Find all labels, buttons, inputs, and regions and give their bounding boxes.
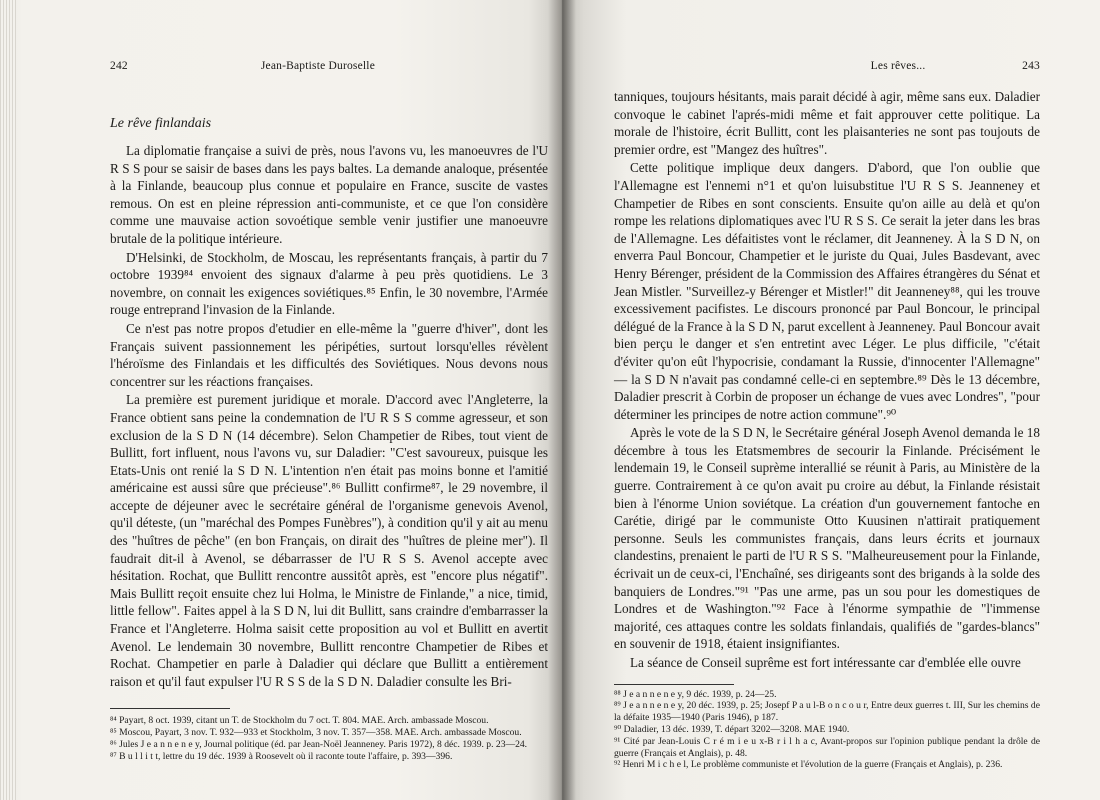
footnotes-left <box>110 715 548 762</box>
footnote: ⁸⁷ B u l l i t t, lettre du 19 déc. 1939 à Roosevelt où il raconte toute l'affaire, p. 393—396. <box>110 750 453 762</box>
footnote: ⁸⁴ Payart, 8 oct. 1939, citant un T. de Stockholm du 7 oct. T. 804. MAE. Arch. ambassade Moscou. <box>110 715 489 727</box>
body-text-right <box>614 88 1040 672</box>
running-head-title: Les rêves... <box>870 60 926 72</box>
paragraph: La séance de Conseil suprême est fort intéressante car d'emblée elle ouvre <box>630 655 1021 670</box>
paragraph: D'Helsinki, de Stockholm, de Moscau, les représentants français, à partir du 7 octobre 1939⁸⁴ envoient des signaux d'alarme à peu près quotidiens. Le 3 novembre, on connait les exigences soviétiques.⁸⁵ Enfin, le 30 novembre, l'Armée rouge entreprand l'invasion de la Finlande. <box>110 249 548 318</box>
footnote: ⁸⁹ J e a n n e n e y, 20 déc. 1939, p. 25; Josepf P a u l-B o n c o u r, Entre deux guerres t. III, Sur les chemins de la défaite 1935—1940 (Paris 1946), p 187. <box>614 700 1040 724</box>
footnote: ⁸⁸ J e a n n e n e y, 9 déc. 1939, p. 24—25. <box>614 688 777 700</box>
footnote: ⁸⁵ Moscou, Payart, 3 nov. T. 932—933 et Stockholm, 3 nov. T. 357—358. MAE. Arch. ambassade Moscou. <box>110 727 522 739</box>
paragraph: La diplomatie française a suivi de près, nous l'avons vu, les manoeuvres de l'U R S S pour se saisir de bases dans les pays baltes. La demande analoque, présentée à la Finlande, beaucoup plus connue et populaire en France, suscite de vastes remous. On est en pleine répression anti-communiste, et ce que l'on considère comme une mauvaise action sovoétique semble venir justifier une manoeuvre brutale de la politique intérieure. <box>110 143 548 246</box>
footnote: ⁹⁰ Daladier, 13 déc. 1939, T. départ 3202—3208. MAE 1940. <box>614 723 850 735</box>
running-head-left <box>110 60 548 72</box>
paragraph: La première est purement juridique et morale. D'accord avec l'Angleterre, la France obtient sans peine la condemnation de l'U R S S comme agresseur, et son exclusion de la S D N (14 décembre). Selon Champetier de Ribes, tout vient de Bullitt, fort influent, nous l'avons vu, sur Daladier: "C'est savoureux, puisque les Etats-Unis ont renié la S D N. L'intention n'en était pas moins bonne et l'amitié américaine est aussi sûre que précieuse".⁸⁶ Bullitt confirme⁸⁷, le 29 novembre, il accepte de déjeuner avec le secrétaire général de l'organisme genevois Avenol, qu'il déteste, (un "maréchal des Pompes Funèbres"), à condition qu'il y ait au menu des "huîtres de pêche" (en bon Français, on dirait des "huîtres de pleine mer"). Il faudrait dit-il à Avenol, se débarrasser de l'U R S S. Avenol accepte avec hésitation. Rochat, que Bullitt rencontre aussitôt après, est "encore plus négatif". Mais Bullitt reçoit ensuite chez lui Holma, le Ministre de Finlande," a nice, timid, little fellow". Faites appel à la S D N, lui dit Bullitt, sans craindre d'embarrasser la France et l'Angleterre. Holma saisit cette proposition au vol et Bullitt en avertit Avenol. Le lendemain 30 novembre, Bullitt rencontre Champetier de Ribes et Rochat. Champetier en parle à Daladier qui déclare que Bullitt a entièrement raison et qu'il faut expulser l'U R S S de la S D N. Daladier consulte les Bri- <box>110 392 548 689</box>
body-text-left <box>110 142 548 690</box>
running-head-author: Jean-Baptiste Duroselle <box>260 60 375 72</box>
paragraph: Cette politique implique deux dangers. D'abord, que l'on oublie que l'Allemagne est l'ennemi n°1 et qu'on luisubstitue l'U R S S. Jeanneney et Champetier de Ribes en sont conscients. Ensuite qu'on aille au delà et qu'on rompe les relations diplomatiques avec l'U R S S. Ce serait la jeter dans les bras de l'Allemagne. Les défaitistes vont le réclamer, dit Jeanneney. À la S D N, on enverra Paul Boncour, Champetier et le juriste du Quai, Jules Basdevant, avec Henry Bérenger, président de la Commission des Affaires étrangères du Sénat et Jean Mistler. "Surveillez-y Bérenger et Mistler!" dit Jeanneney⁸⁸, qui les trouve excessivement pacifistes. Le discours prononcé par Paul Boncour, le principal délégué de la France à la S D N, parut excellent à Jeanneney. Paul Boncour avait bien perçu le danger et s'en entretint avec Léger. Le plus difficile, "c'était d'éviter qu'on eût l'hypocrisie, condamant la Russie, d'innocenter l'Allemagne" — la S D N n'avait pas condamné celle-ci en septembre.⁸⁹ Dès le 13 décembre, Daladier prescrit à Corbin de proposer un échange de vues avec Londres", "pour déterminer les principes de notre action commune".⁹⁰ <box>614 160 1040 422</box>
paragraph: tanniques, toujours hésitants, mais parait décidé à agir, même sans eux. Daladier convoque le cabinet l'aprés-midi même et fait approuver cette politique. La morale de l'histoire, écrit Bullitt, cont les plaisanteries ne sont pas toujouts de premier ordre, est "Mangez des huîtres". <box>614 89 1040 157</box>
footnote: ⁹² Henri M i c h e l, Le problème communiste et l'évolution de la guerre (Français et Anglais), p. 236. <box>614 759 1003 771</box>
paragraph: Après le vote de la S D N, le Secrétaire général Joseph Avenol demanda le 18 décembre à tous les Etatsmembres de secourir la Finlande. Précisément le lendemain 19, le Conseil suprème interallié se réunit à Paris, au Ministère de la guerre. Contrairement à ce qu'on avait pu croire au début, la Finlande résistait bien à l'énorme Union soviétque. La création d'un gouvernement fantoche en Carétie, dirigé par le communiste Otto Kuusinen n'attirait pratiquement personne. Seuls les communistes français, dans leurs écrits et journaux clandestins, prenaient le parti de l'U R S S. "Malheureusement pour la Finlande, écrivait un de ceux-ci, l'Enchaîné, ses dirigeants sont des brigands à la solde des banquiers de Londres."⁹¹ "Pas une arme, pas un sou pour les domestiques de Londres et de Washington."⁹² Face à l'énorme sympathie de "l'immense majorité, ces attaques contre les soldats finlandais, qualifiés de "gardes-blancs" en souvenir de 1918, étaient insignifiantes. <box>614 425 1040 652</box>
section-title: Le rêve finlandais <box>110 116 212 131</box>
footnotes-right <box>614 689 1040 772</box>
footnote-divider <box>614 684 734 685</box>
running-head-right <box>614 60 1040 72</box>
page-number-right: 243 <box>1022 60 1040 72</box>
paragraph: Ce n'est pas notre propos d'etudier en elle-même la "guerre d'hiver", dont les Français suivent passionnement les péripéties, surtout lorsqu'elles révèlent l'héroïsme des Finlandais et les difficultés des Soviétiques. Nous devons nous concentrer sur les réactions françaises. <box>110 320 548 389</box>
footnote: ⁹¹ Cité par Jean-Louis C r é m i e u x-B r i l h a c, Avant-propos sur l'opinion publique pendant la drôle de guerre (Français et Anglais), p. 48. <box>614 735 1040 759</box>
page-number-left: 242 <box>110 60 128 72</box>
footnote-divider <box>110 708 230 709</box>
footnote: ⁸⁶ Jules J e a n n e n e y, Journal politique (éd. par Jean-Noël Jeanneney. Paris 1972), 8 déc. 1939. p. 23—24. <box>110 739 528 750</box>
right-page <box>562 0 1100 800</box>
page-edges <box>0 0 16 800</box>
